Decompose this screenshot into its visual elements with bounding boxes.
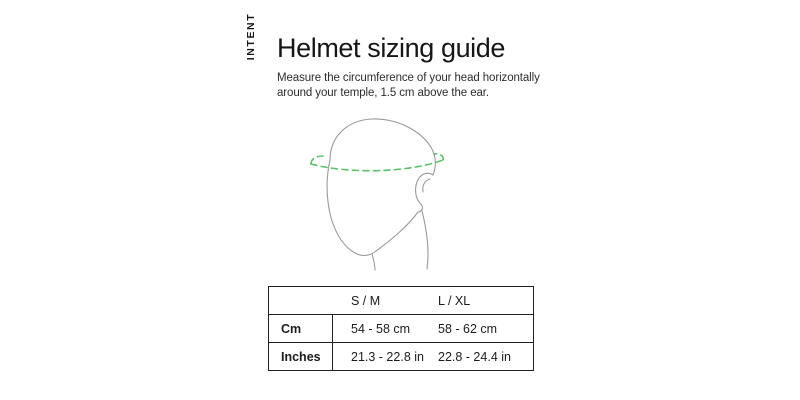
measurement-line-left-cap [311, 156, 323, 164]
value-cm-lxl: 58 - 62 cm [438, 321, 498, 336]
description-line-2: around your temple, 1.5 cm above the ear. [277, 87, 489, 99]
face-jaw-outline [327, 160, 418, 255]
value-inches-lxl: 22.8 - 24.4 in [438, 349, 511, 364]
brand-logo: INTENT [245, 12, 257, 61]
table-row-inches [269, 342, 533, 370]
table-row-cm [269, 314, 533, 342]
row-label-cm: Cm [269, 315, 333, 342]
column-header-sm: S / M [351, 293, 381, 308]
page-description [277, 71, 540, 101]
row-label-inches: Inches [269, 343, 333, 370]
sizing-table [268, 286, 534, 371]
measurement-line [311, 160, 443, 171]
head-illustration [290, 105, 480, 285]
sizing-table-header-row [269, 287, 533, 314]
value-inches-sm: 21.3 - 22.8 in [351, 349, 424, 364]
page-title: Helmet sizing guide [277, 33, 506, 63]
value-cm-sm: 54 - 58 cm [351, 321, 411, 336]
column-header-lxl: L / XL [438, 293, 471, 308]
neck-front-line [372, 254, 375, 270]
ear-inner-outline [423, 179, 430, 192]
neck-back-line [422, 211, 428, 269]
corner-cell-empty [269, 287, 333, 314]
description-line-1: Measure the circumference of your head horizontally [277, 72, 540, 84]
